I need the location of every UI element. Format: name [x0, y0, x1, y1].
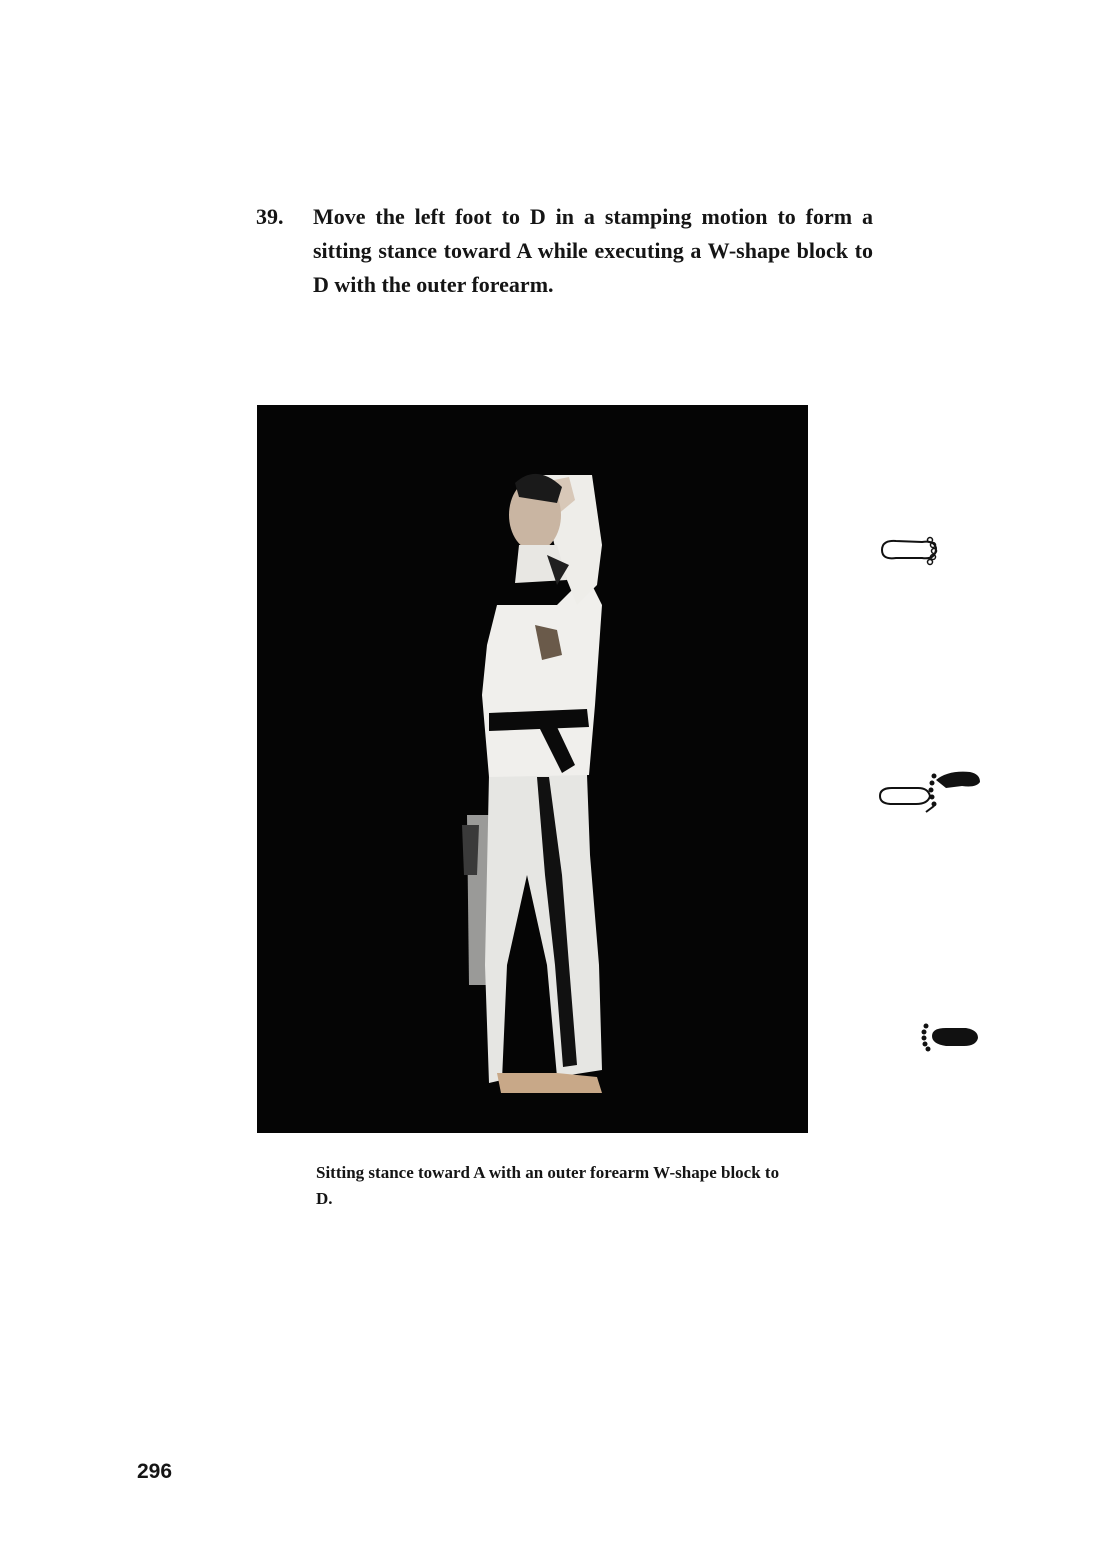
right-foot-solid-icon — [918, 1018, 982, 1054]
step-text: Move the left foot to D in a stamping motion to form a sitting stance toward A while executing a W-shape block to D with the outer forearm. — [313, 204, 873, 297]
page-number: 296 — [137, 1460, 173, 1483]
stepping-feet-icon — [876, 766, 986, 814]
martial-artist-figure — [257, 405, 808, 1133]
step-number: 39. — [256, 204, 284, 229]
technique-photo — [257, 405, 808, 1133]
footprint-diagram — [870, 520, 990, 1060]
left-foot-outline-icon — [878, 530, 942, 566]
photo-caption: Sitting stance toward A with an outer forearm W-shape block to D. — [316, 1163, 780, 1208]
